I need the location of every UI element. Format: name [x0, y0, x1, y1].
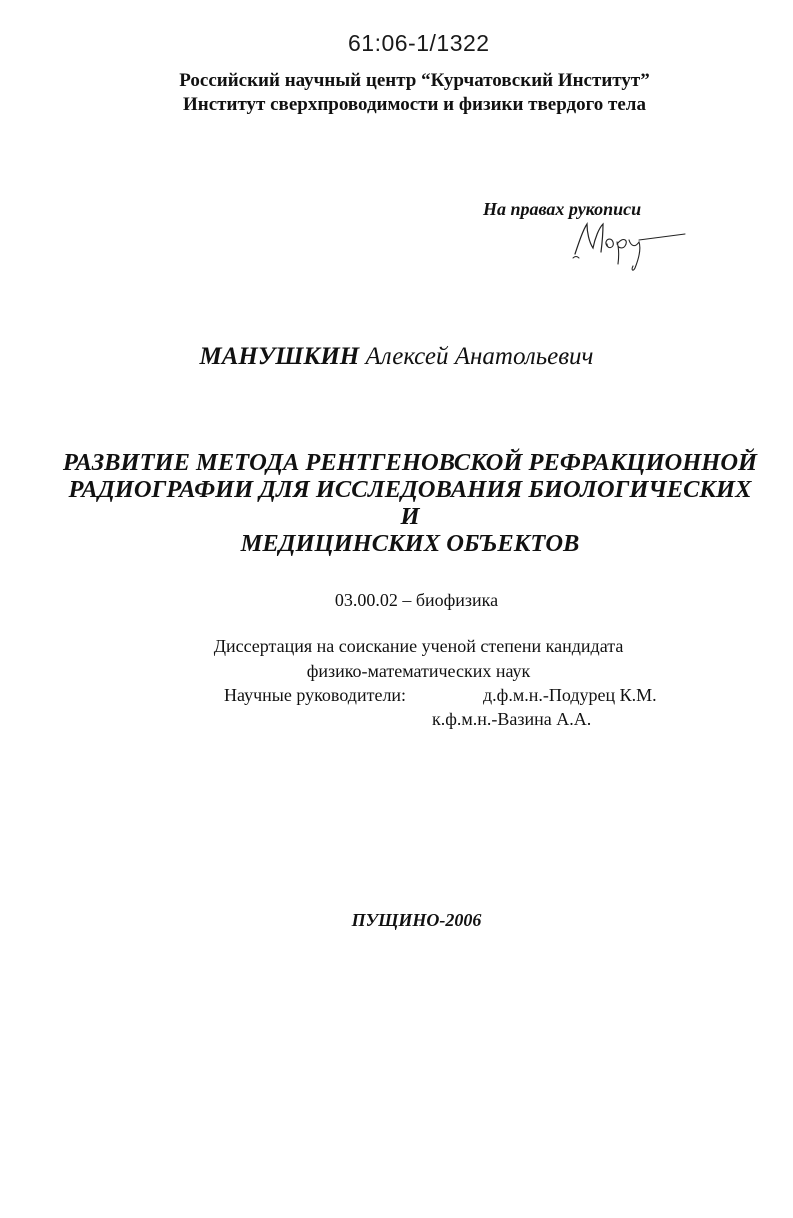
author-surname: МАНУШКИН — [199, 343, 360, 370]
title-line: МЕДИЦИНСКИХ ОБЪЕКТОВ — [240, 530, 580, 557]
advisors-label: Научные руководители: — [224, 685, 407, 705]
manuscript-note: На правах рукописи — [483, 199, 642, 219]
title-line: РАДИОГРАФИИ ДЛЯ ИССЛЕДОВАНИЯ БИОЛОГИЧЕСКИХ И — [68, 476, 752, 530]
advisor-first: д.ф.м.н.-Подурец К.М. — [483, 685, 657, 705]
author-name — [0, 343, 793, 371]
specialty-code: 03.00.02 – биофизика — [334, 590, 499, 610]
title-line: РАЗВИТИЕ МЕТОДА РЕНТГЕНОВСКОЙ РЕФРАКЦИОННОЙ — [62, 449, 758, 476]
advisor-second: к.ф.м.н.-Вазина А.А. — [432, 709, 592, 729]
city-year: ПУЩИНО-2006 — [351, 910, 482, 930]
dissertation-degree-line-2: физико-математических наук — [306, 661, 531, 681]
author-given-names: Алексей Анатольевич — [365, 343, 594, 370]
handwritten-signature — [565, 218, 695, 278]
organization-line-1: Российский научный центр “Курчатовский Институт” — [179, 70, 650, 91]
organization-line-2: Институт сверхпроводимости и физики твердого тела — [183, 94, 646, 115]
dissertation-degree-line-1: Диссертация на соискание ученой степени кандидата — [213, 636, 624, 656]
catalog-number: 61:06-1/1322 — [348, 30, 490, 56]
dissertation-title — [60, 449, 760, 557]
